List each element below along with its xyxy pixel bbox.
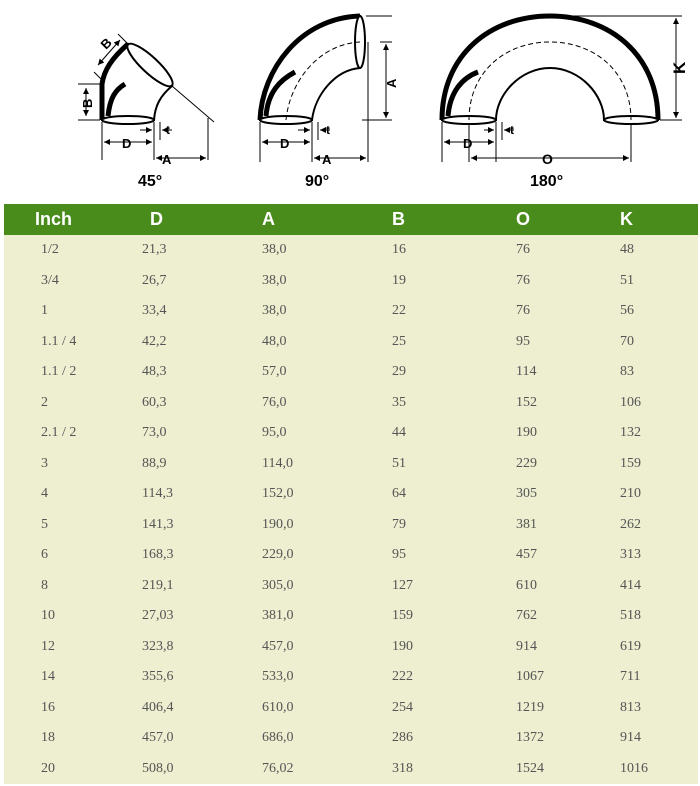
cell-inch: 3/4 bbox=[41, 272, 59, 288]
cell-o: 152 bbox=[516, 394, 537, 410]
cell-o: 76 bbox=[516, 242, 530, 258]
cell-k: 83 bbox=[620, 364, 634, 380]
cell-inch: 1.1 / 4 bbox=[41, 333, 77, 349]
cell-k: 414 bbox=[620, 577, 641, 593]
cell-o: 229 bbox=[516, 455, 537, 471]
table-row bbox=[4, 540, 698, 571]
cell-b: 79 bbox=[392, 516, 406, 532]
cell-inch: 1 bbox=[41, 303, 48, 319]
cell-b: 222 bbox=[392, 669, 413, 685]
column-header-d: D bbox=[150, 209, 163, 229]
diagram-45-label-d: D bbox=[122, 136, 132, 151]
cell-d: 21,3 bbox=[142, 242, 167, 258]
cell-d: 323,8 bbox=[142, 638, 174, 654]
dimensions-table bbox=[4, 204, 698, 784]
cell-b: 254 bbox=[392, 699, 413, 715]
cell-d: 33,4 bbox=[142, 303, 167, 319]
table-row bbox=[4, 388, 698, 419]
cell-a: 95,0 bbox=[262, 425, 287, 441]
cell-o: 381 bbox=[516, 516, 537, 532]
diagram-45-label-a: A bbox=[162, 152, 172, 167]
cell-b: 64 bbox=[392, 486, 406, 502]
cell-inch: 6 bbox=[41, 547, 48, 563]
cell-a: 48,0 bbox=[262, 333, 287, 349]
cell-o: 190 bbox=[516, 425, 537, 441]
diagram-180-label-o: O bbox=[542, 151, 553, 167]
cell-d: 60,3 bbox=[142, 394, 167, 410]
cell-a: 533,0 bbox=[262, 669, 294, 685]
diagram-90-caption: 90° bbox=[305, 173, 330, 190]
cell-inch: 8 bbox=[41, 577, 48, 593]
cell-k: 262 bbox=[620, 516, 641, 532]
cell-o: 457 bbox=[516, 547, 537, 563]
table-row bbox=[4, 266, 698, 297]
cell-o: 610 bbox=[516, 577, 537, 593]
column-header-k: K bbox=[620, 209, 633, 229]
cell-inch: 4 bbox=[41, 486, 48, 502]
table-row bbox=[4, 479, 698, 510]
cell-k: 48 bbox=[620, 242, 634, 258]
cell-inch: 18 bbox=[41, 730, 55, 746]
cell-inch: 10 bbox=[41, 608, 55, 624]
cell-d: 42,2 bbox=[142, 333, 167, 349]
cell-b: 19 bbox=[392, 272, 406, 288]
cell-d: 141,3 bbox=[142, 516, 174, 532]
table-row bbox=[4, 296, 698, 327]
cell-a: 38,0 bbox=[262, 303, 287, 319]
cell-k: 619 bbox=[620, 638, 641, 654]
cell-k: 518 bbox=[620, 608, 641, 624]
cell-inch: 16 bbox=[41, 699, 55, 715]
diagram-180-label-d: D bbox=[463, 136, 473, 151]
cell-b: 190 bbox=[392, 638, 413, 654]
table-row bbox=[4, 693, 698, 724]
cell-k: 711 bbox=[620, 669, 641, 685]
cell-k: 51 bbox=[620, 272, 634, 288]
elbow-dimension-diagram bbox=[0, 0, 700, 205]
cell-inch: 5 bbox=[41, 516, 48, 532]
table-row bbox=[4, 632, 698, 663]
diagram-180-label-t: t bbox=[510, 123, 514, 137]
cell-d: 168,3 bbox=[142, 547, 174, 563]
cell-o: 1524 bbox=[516, 760, 544, 776]
diagram-90-label-a: A bbox=[322, 152, 332, 167]
table-row bbox=[4, 510, 698, 541]
cell-k: 106 bbox=[620, 394, 641, 410]
cell-b: 25 bbox=[392, 333, 406, 349]
table-row bbox=[4, 327, 698, 358]
cell-b: 159 bbox=[392, 608, 413, 624]
cell-k: 70 bbox=[620, 333, 634, 349]
diagram-45-label-t: t bbox=[166, 123, 170, 137]
cell-a: 114,0 bbox=[262, 455, 293, 471]
cell-a: 38,0 bbox=[262, 272, 287, 288]
table-row bbox=[4, 235, 698, 266]
diagram-45-label-b-top: B bbox=[97, 34, 115, 53]
cell-d: 114,3 bbox=[142, 486, 173, 502]
cell-o: 1067 bbox=[516, 669, 544, 685]
cell-o: 305 bbox=[516, 486, 537, 502]
cell-a: 152,0 bbox=[262, 486, 294, 502]
cell-b: 44 bbox=[392, 425, 406, 441]
cell-inch: 2 bbox=[41, 394, 48, 410]
cell-b: 16 bbox=[392, 242, 406, 258]
diagram-45-caption: 45° bbox=[138, 173, 163, 190]
cell-a: 381,0 bbox=[262, 608, 294, 624]
cell-b: 22 bbox=[392, 303, 406, 319]
cell-b: 35 bbox=[392, 394, 406, 410]
cell-d: 355,6 bbox=[142, 669, 174, 685]
table-header-row bbox=[4, 204, 698, 235]
table-row bbox=[4, 571, 698, 602]
cell-d: 27,03 bbox=[142, 608, 174, 624]
table-row bbox=[4, 601, 698, 632]
cell-k: 813 bbox=[620, 699, 641, 715]
cell-o: 762 bbox=[516, 608, 537, 624]
cell-a: 190,0 bbox=[262, 516, 294, 532]
diagram-90-label-d: D bbox=[280, 136, 290, 151]
table-body bbox=[4, 235, 698, 784]
column-header-o: O bbox=[516, 209, 531, 229]
cell-k: 914 bbox=[620, 730, 641, 746]
cell-a: 229,0 bbox=[262, 547, 294, 563]
column-header-inch: Inch bbox=[35, 209, 73, 229]
cell-a: 610,0 bbox=[262, 699, 294, 715]
cell-d: 88,9 bbox=[142, 455, 167, 471]
cell-inch: 12 bbox=[41, 638, 55, 654]
cell-inch: 14 bbox=[41, 669, 55, 685]
cell-a: 686,0 bbox=[262, 730, 294, 746]
cell-d: 26,7 bbox=[142, 272, 167, 288]
cell-b: 127 bbox=[392, 577, 413, 593]
column-header-a: A bbox=[262, 209, 275, 229]
column-header-b: B bbox=[392, 209, 405, 229]
cell-d: 457,0 bbox=[142, 730, 174, 746]
cell-b: 95 bbox=[392, 547, 406, 563]
cell-a: 76,02 bbox=[262, 760, 294, 776]
cell-d: 219,1 bbox=[142, 577, 174, 593]
cell-o: 114 bbox=[516, 364, 537, 380]
cell-k: 132 bbox=[620, 425, 641, 441]
cell-k: 56 bbox=[620, 303, 634, 319]
cell-k: 313 bbox=[620, 547, 641, 563]
diagram-180-caption: 180° bbox=[530, 173, 564, 190]
cell-inch: 1.1 / 2 bbox=[41, 364, 77, 380]
diagram-180-label-k: K bbox=[670, 61, 689, 74]
cell-inch: 3 bbox=[41, 455, 48, 471]
cell-o: 76 bbox=[516, 303, 530, 319]
table-row bbox=[4, 449, 698, 480]
cell-d: 508,0 bbox=[142, 760, 174, 776]
cell-inch: 2.1 / 2 bbox=[41, 425, 77, 441]
elbow-45-drawing bbox=[78, 34, 214, 160]
cell-a: 38,0 bbox=[262, 242, 287, 258]
cell-o: 1372 bbox=[516, 730, 544, 746]
cell-o: 76 bbox=[516, 272, 530, 288]
cell-b: 286 bbox=[392, 730, 413, 746]
table-row bbox=[4, 357, 698, 388]
elbow-180-drawing bbox=[442, 16, 682, 162]
cell-d: 406,4 bbox=[142, 699, 174, 715]
cell-inch: 1/2 bbox=[41, 242, 59, 258]
cell-k: 159 bbox=[620, 455, 641, 471]
diagram-45-label-b-left: B bbox=[80, 98, 95, 108]
cell-o: 914 bbox=[516, 638, 537, 654]
diagram-90-label-a-side: A bbox=[384, 78, 399, 88]
table-row bbox=[4, 418, 698, 449]
cell-k: 1016 bbox=[620, 760, 648, 776]
cell-b: 29 bbox=[392, 364, 406, 380]
cell-b: 318 bbox=[392, 760, 413, 776]
cell-a: 457,0 bbox=[262, 638, 294, 654]
cell-d: 48,3 bbox=[142, 364, 167, 380]
cell-a: 76,0 bbox=[262, 394, 287, 410]
table-row bbox=[4, 723, 698, 754]
cell-inch: 20 bbox=[41, 760, 55, 776]
cell-d: 73,0 bbox=[142, 425, 167, 441]
cell-a: 305,0 bbox=[262, 577, 294, 593]
cell-o: 95 bbox=[516, 333, 530, 349]
table-row bbox=[4, 662, 698, 693]
cell-b: 51 bbox=[392, 455, 406, 471]
cell-o: 1219 bbox=[516, 699, 544, 715]
cell-a: 57,0 bbox=[262, 364, 287, 380]
cell-k: 210 bbox=[620, 486, 641, 502]
table-row bbox=[4, 754, 698, 785]
diagram-90-label-t: t bbox=[326, 123, 330, 137]
